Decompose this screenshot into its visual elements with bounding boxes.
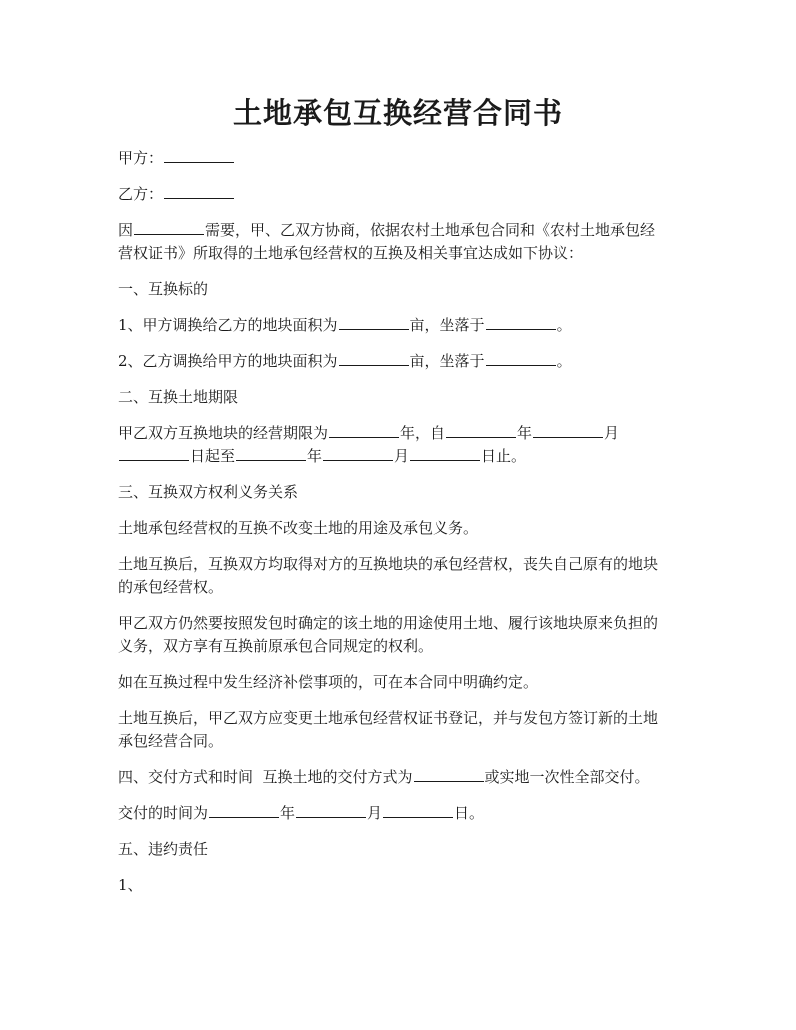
- end-year-blank: [236, 446, 306, 461]
- para-5-line-2: 承包经营合同。: [118, 732, 224, 750]
- term-text-h: 日止。: [481, 447, 527, 465]
- section-2-heading: 二、互换土地期限: [118, 388, 239, 406]
- delivery-method-blank: [414, 767, 484, 782]
- document-title: 土地承包互换经营合同书: [232, 96, 563, 130]
- intro-text-b: 需要，甲、乙双方协商，依据农村土地承包合同和《农村土地承包经: [205, 221, 656, 239]
- term-text-d: 月: [604, 424, 620, 442]
- section-1-item-2: [118, 350, 678, 373]
- para-3-line-2: 义务，双方享有互换前原承包合同规定的权利。: [118, 637, 434, 655]
- start-month-blank: [533, 423, 603, 438]
- term-years-blank: [329, 423, 399, 438]
- term-paragraph: [118, 422, 678, 468]
- delivery-time-text-c: 月: [367, 804, 383, 822]
- party-b-line: [118, 183, 678, 206]
- section-3-para-1: 土地承包经营权的互换不改变土地的用途及承包义务。: [118, 519, 479, 537]
- delivery-year-blank: [209, 803, 279, 818]
- section-5-item-1: 1、: [118, 876, 143, 894]
- item-2-area-blank: [339, 351, 409, 366]
- item-1-text-b: 亩，坐落于: [409, 316, 485, 334]
- party-a-label: 甲方：: [118, 149, 164, 167]
- term-text-a: 甲乙双方互换地块的经营期限为: [118, 424, 329, 442]
- end-month-blank: [323, 446, 393, 461]
- section-3-para-5: [118, 707, 678, 753]
- section-1-heading: 一、互换标的: [118, 280, 209, 298]
- section-3-para-2: [118, 553, 678, 599]
- item-2-text-a: 2、乙方调换给甲方的地块面积为: [118, 352, 338, 370]
- delivery-text-b: 或实地一次性全部交付。: [484, 768, 650, 786]
- para-2-line-1: 土地互换后，互换双方均取得对方的互换地块的承包经营权，丧失自己原有的地块: [118, 555, 659, 573]
- party-b-label: 乙方：: [118, 185, 164, 203]
- term-text-e: 日起至: [190, 447, 236, 465]
- section-3-heading: 三、互换双方权利义务关系: [118, 483, 299, 501]
- delivery-time-text-a: 交付的时间为: [118, 804, 209, 822]
- intro-line-1: [118, 219, 678, 242]
- start-day-blank: [119, 446, 189, 461]
- term-line-2: [118, 445, 678, 468]
- section-1-item-1: [118, 314, 678, 337]
- item-2-text-c: 。: [556, 352, 572, 370]
- delivery-time-text-d: 日。: [454, 804, 485, 822]
- document-body: [118, 147, 678, 897]
- delivery-month-blank: [296, 803, 366, 818]
- item-1-area-blank: [339, 315, 409, 330]
- section-4-line: [118, 766, 678, 789]
- item-1-text-c: 。: [556, 316, 572, 334]
- delivery-time-line: [118, 802, 678, 825]
- delivery-day-blank: [383, 803, 453, 818]
- party-a-blank: [164, 148, 234, 163]
- section-5-heading: 五、违约责任: [118, 840, 209, 858]
- item-2-location-blank: [486, 351, 556, 366]
- para-3-line-1: 甲乙双方仍然要按照发包时确定的该土地的用途使用土地、履行该地块原来负担的: [118, 614, 659, 632]
- term-text-f: 年: [307, 447, 323, 465]
- term-text-c: 年: [517, 424, 533, 442]
- term-text-g: 月: [394, 447, 410, 465]
- intro-text-a: 因: [118, 221, 134, 239]
- term-line-1: [118, 422, 678, 445]
- term-text-b: 年，自: [400, 424, 446, 442]
- para-2-line-2: 的承包经营权。: [118, 578, 224, 596]
- delivery-time-text-b: 年: [280, 804, 296, 822]
- para-5-line-1: 土地互换后，甲乙双方应变更土地承包经营权证书登记，并与发包方签订新的土地: [118, 709, 659, 727]
- item-1-location-blank: [486, 315, 556, 330]
- section-3-para-3: [118, 612, 678, 658]
- party-a-line: [118, 147, 678, 170]
- item-2-text-b: 亩，坐落于: [409, 352, 485, 370]
- item-1-text-a: 1、甲方调换给乙方的地块面积为: [118, 316, 338, 334]
- intro-paragraph: [118, 219, 678, 265]
- start-year-blank: [446, 423, 516, 438]
- party-b-blank: [164, 184, 234, 199]
- reason-blank: [134, 220, 204, 235]
- intro-line-2: 营权证书》所取得的土地承包经营权的互换及相关事宜达成如下协议：: [118, 244, 584, 262]
- delivery-text-a: 四、交付方式和时间 互换土地的交付方式为: [118, 768, 413, 786]
- end-day-blank: [410, 446, 480, 461]
- section-3-para-4: 如在互换过程中发生经济补偿事项的，可在本合同中明确约定。: [118, 673, 539, 691]
